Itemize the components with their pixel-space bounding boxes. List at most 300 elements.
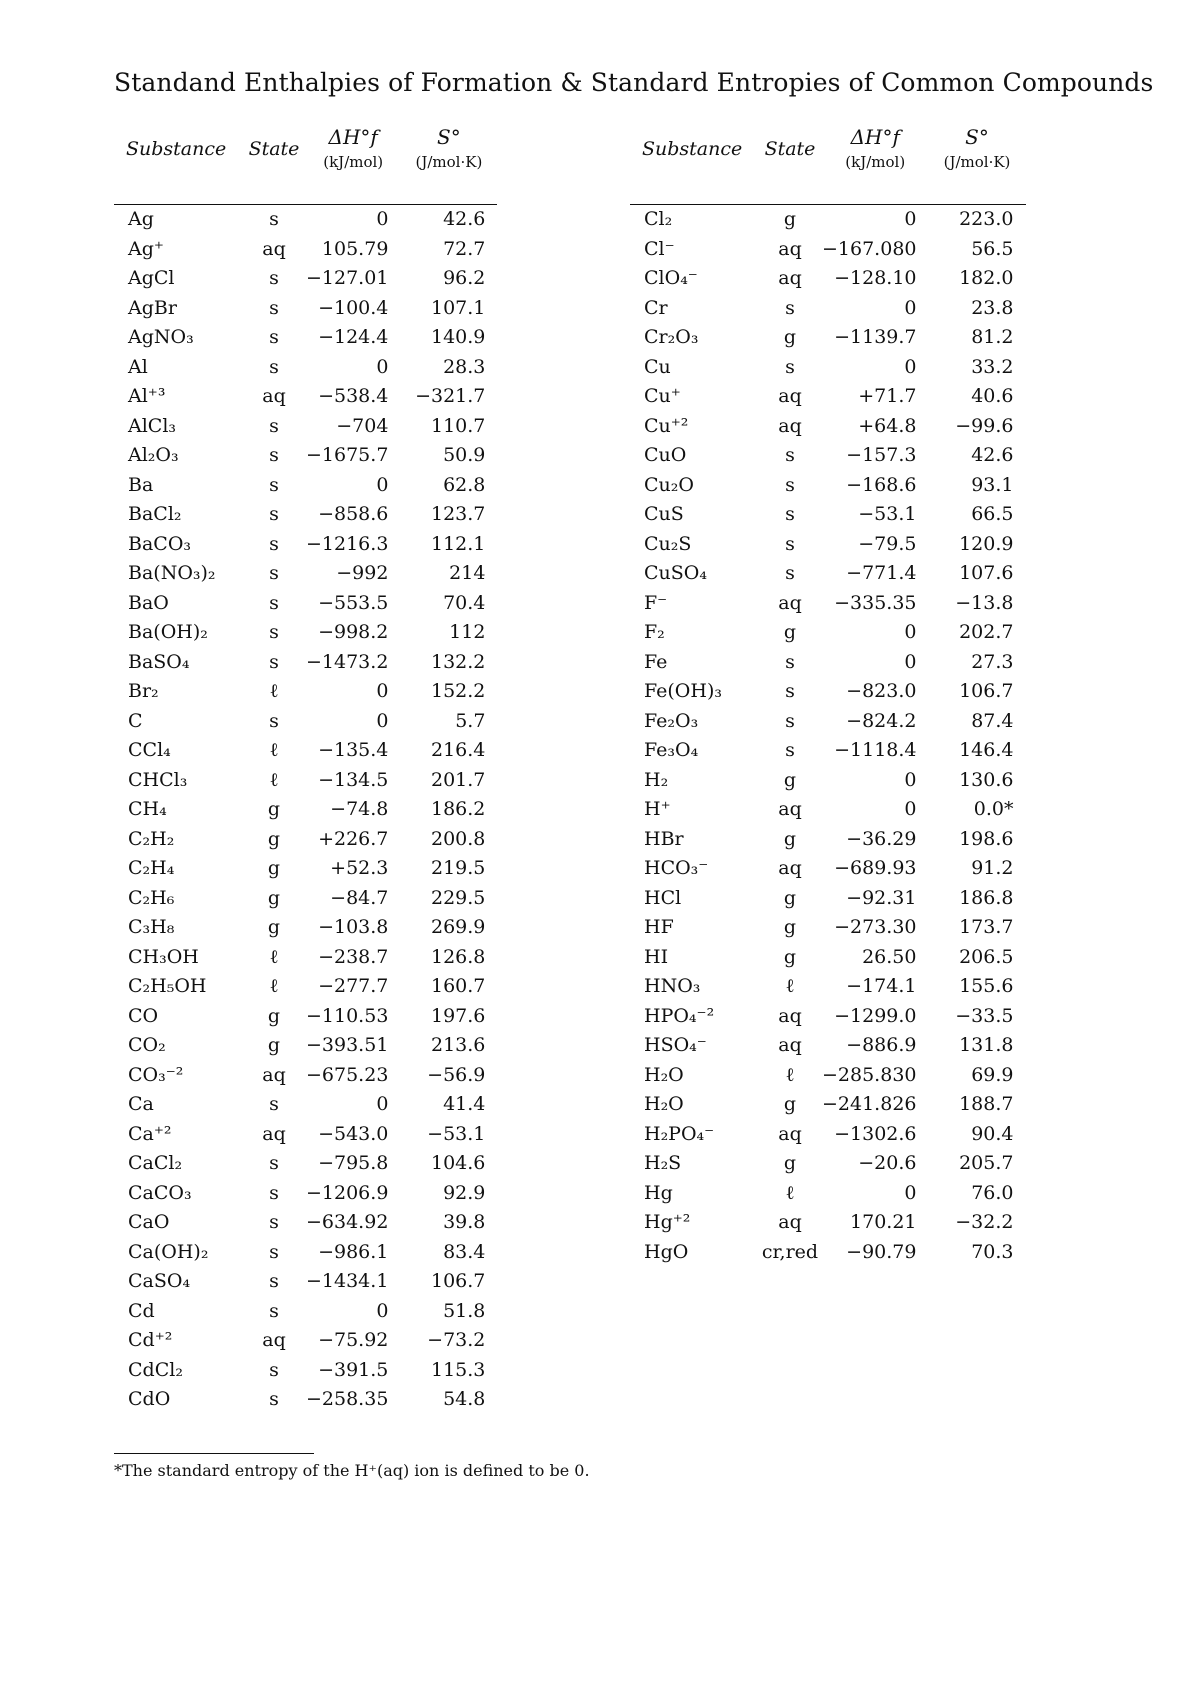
state-cell: s: [269, 1181, 279, 1204]
table-row: [630, 825, 1026, 855]
state-cell: s: [269, 562, 279, 584]
substance-cell: CaCl₂: [128, 1152, 183, 1174]
state-cell: s: [785, 296, 795, 319]
state-cell: aq: [778, 237, 802, 260]
state-cell: s: [269, 473, 279, 496]
state-cell: aq: [778, 1004, 802, 1027]
entropy-cell: −73.2: [427, 1329, 486, 1351]
table-row: [630, 441, 1026, 471]
table-row: [630, 1061, 1026, 1091]
table-row: [630, 707, 1026, 737]
entropy-cell: 202.7: [959, 621, 1014, 643]
entropy-cell: 229.5: [431, 886, 486, 909]
entropy-cell: 76.0: [971, 1181, 1014, 1204]
table-row: [114, 1031, 497, 1061]
enthalpy-cell: −241.826: [822, 1093, 917, 1115]
substance-cell: H₂O: [644, 1093, 684, 1115]
substance-cell: H₂PO₄⁻: [644, 1122, 715, 1145]
substance-cell: Cl⁻: [644, 237, 675, 260]
substance-cell: C₂H₆: [128, 886, 175, 909]
state-cell: aq: [262, 1122, 286, 1145]
table-row: [114, 1002, 497, 1032]
entropy-cell: 160.7: [431, 975, 486, 997]
state-cell: s: [269, 1299, 279, 1322]
substance-cell: Ca⁺²: [128, 1122, 172, 1145]
state-cell: s: [785, 473, 795, 496]
table-row: [630, 766, 1026, 796]
table-row: [630, 1238, 1026, 1268]
table-row: [630, 795, 1026, 825]
state-cell: s: [785, 562, 795, 584]
enthalpy-cell: −704: [336, 414, 389, 437]
entropy-cell: 131.8: [959, 1034, 1014, 1056]
state-cell: ℓ: [785, 975, 795, 997]
enthalpy-cell: 0: [376, 208, 389, 230]
entropy-cell: 39.8: [443, 1211, 486, 1233]
entropy-cell: −32.2: [955, 1211, 1014, 1233]
state-cell: s: [269, 503, 279, 525]
state-cell: g: [267, 798, 281, 820]
state-cell: ℓ: [269, 739, 279, 761]
substance-cell: Fe: [644, 650, 668, 673]
state-cell: s: [269, 532, 279, 555]
state-cell: g: [783, 621, 797, 643]
state-cell: aq: [778, 385, 802, 407]
entropy-cell: 62.8: [443, 473, 486, 496]
enthalpy-cell: 105.79: [321, 237, 389, 260]
enthalpy-cell: −1139.7: [834, 326, 917, 348]
entropy-cell: 146.4: [959, 739, 1014, 761]
entropy-cell: 126.8: [431, 945, 486, 968]
enthalpy-cell: −992: [336, 562, 389, 584]
table-row: [114, 589, 497, 619]
state-cell: aq: [262, 385, 286, 407]
table-body-left: [114, 205, 497, 1415]
entropy-cell: 90.4: [971, 1122, 1014, 1145]
substance-cell: Br₂: [128, 680, 159, 702]
substance-cell: BaCO₃: [128, 532, 192, 555]
entropy-cell: 28.3: [443, 355, 486, 378]
substance-cell: CaCO₃: [128, 1181, 192, 1204]
table-row: [114, 441, 497, 471]
table-row: [630, 589, 1026, 619]
table-row: [630, 235, 1026, 265]
substance-cell: H⁺: [644, 798, 671, 820]
substance-cell: HCO₃⁻: [644, 857, 709, 879]
entropy-cell: 219.5: [431, 857, 486, 879]
table-row: [114, 648, 497, 678]
entropy-cell: 72.7: [443, 237, 486, 260]
entropy-cell: 5.7: [455, 709, 486, 732]
table-row: [114, 382, 497, 412]
enthalpy-cell: −824.2: [846, 709, 917, 732]
table-row: [114, 1120, 497, 1150]
enthalpy-cell: −174.1: [846, 975, 917, 997]
entropy-cell: 182.0: [959, 267, 1014, 289]
enthalpy-cell: 0: [376, 680, 389, 702]
state-cell: g: [783, 208, 797, 230]
enthalpy-cell: −127.01: [306, 267, 389, 289]
state-cell: g: [783, 886, 797, 909]
enthalpy-cell: 0: [376, 709, 389, 732]
enthalpy-cell: 0: [376, 1299, 389, 1322]
enthalpy-cell: −285.830: [822, 1063, 917, 1086]
entropy-cell: 213.6: [431, 1034, 486, 1056]
substance-cell: CdO: [128, 1388, 171, 1410]
enthalpy-cell: 0: [904, 1181, 917, 1204]
enthalpy-cell: −110.53: [306, 1004, 389, 1027]
table-row: [630, 884, 1026, 914]
enthalpy-cell: −998.2: [318, 621, 389, 643]
substance-cell: Ba(OH)₂: [128, 621, 208, 643]
table-row: [630, 1208, 1026, 1238]
entropy-cell: 186.8: [959, 886, 1014, 909]
state-cell: g: [267, 916, 281, 938]
table-row: [630, 1179, 1026, 1209]
entropy-cell: 130.6: [959, 768, 1014, 791]
state-cell: s: [269, 621, 279, 643]
header-entropy: [929, 122, 1026, 205]
state-cell: s: [269, 296, 279, 319]
enthalpy-cell: −538.4: [318, 385, 389, 407]
entropy-cell: 54.8: [443, 1388, 486, 1410]
substance-cell: Al: [128, 355, 148, 378]
enthalpy-cell: −391.5: [318, 1358, 389, 1381]
state-cell: s: [269, 1358, 279, 1381]
enthalpy-cell: −1118.4: [834, 739, 917, 761]
table-row: [114, 795, 497, 825]
table-row: [114, 235, 497, 265]
state-cell: cr,red: [761, 1240, 819, 1263]
state-cell: aq: [262, 237, 286, 260]
substance-cell: CO: [128, 1004, 159, 1027]
state-cell: s: [269, 267, 279, 289]
substance-cell: Ag⁺: [128, 237, 164, 260]
substance-cell: C₃H₈: [128, 916, 175, 938]
substance-cell: HSO₄⁻: [644, 1034, 707, 1056]
table-row: [114, 1267, 497, 1297]
enthalpy-cell: −1216.3: [306, 532, 389, 555]
substance-cell: Cu: [644, 355, 671, 378]
enthalpy-cell: −634.92: [306, 1211, 389, 1233]
state-cell: g: [783, 1093, 797, 1115]
header-enthalpy: [306, 122, 400, 205]
state-cell: s: [269, 208, 279, 230]
state-cell: aq: [778, 798, 802, 820]
entropy-cell: 120.9: [959, 532, 1014, 555]
entropy-cell: 140.9: [431, 326, 486, 348]
entropy-cell: 200.8: [431, 827, 486, 850]
state-cell: s: [269, 1270, 279, 1292]
entropy-cell: 110.7: [431, 414, 486, 437]
header-enthalpy-symbol: ΔH°f: [328, 125, 378, 149]
state-cell: g: [267, 1034, 281, 1056]
enthalpy-cell: 0: [904, 768, 917, 791]
header-entropy-unit: (J/mol·K): [415, 153, 483, 171]
state-cell: ℓ: [269, 680, 279, 702]
state-cell: g: [267, 886, 281, 909]
substance-cell: AgBr: [128, 296, 177, 319]
table-row: [630, 500, 1026, 530]
header-state: State: [758, 122, 822, 205]
substance-cell: H₂S: [644, 1152, 682, 1174]
entropy-cell: 27.3: [971, 650, 1014, 673]
entropy-cell: 50.9: [443, 444, 486, 466]
state-cell: g: [783, 768, 797, 791]
substance-cell: Hg: [644, 1181, 673, 1204]
table-row: [630, 854, 1026, 884]
state-cell: g: [267, 827, 281, 850]
table-row: [114, 1149, 497, 1179]
enthalpy-cell: −20.6: [858, 1152, 917, 1174]
header-state: State: [242, 122, 306, 205]
header-row: [630, 122, 1026, 205]
entropy-cell: −56.9: [427, 1063, 486, 1086]
entropy-cell: 70.3: [971, 1240, 1014, 1263]
state-cell: ℓ: [785, 1181, 795, 1204]
substance-cell: Al⁺³: [128, 385, 166, 407]
enthalpy-cell: −168.6: [846, 473, 917, 496]
table-row: [114, 412, 497, 442]
substance-cell: AlCl₃: [128, 414, 177, 437]
state-cell: s: [269, 591, 279, 614]
table-row: [114, 1356, 497, 1386]
substance-cell: CuS: [644, 503, 684, 525]
entropy-cell: 69.9: [971, 1063, 1014, 1086]
enthalpy-cell: −103.8: [318, 916, 389, 938]
substance-cell: Fe₃O₄: [644, 739, 699, 761]
entropy-cell: 51.8: [443, 1299, 486, 1322]
state-cell: aq: [778, 591, 802, 614]
entropy-cell: 107.6: [959, 562, 1014, 584]
enthalpy-cell: 0: [904, 621, 917, 643]
substance-cell: CO₃⁻²: [128, 1063, 184, 1086]
table-row: [114, 1297, 497, 1327]
table-row: [114, 1090, 497, 1120]
state-cell: ℓ: [269, 768, 279, 791]
header-row: [114, 122, 497, 205]
enthalpy-cell: −258.35: [306, 1388, 389, 1410]
substance-cell: Cr₂O₃: [644, 326, 699, 348]
entropy-cell: 106.7: [959, 680, 1014, 702]
enthalpy-cell: −393.51: [306, 1034, 389, 1056]
entropy-cell: 107.1: [431, 296, 486, 319]
entropy-cell: 112.1: [431, 532, 486, 555]
enthalpy-cell: −1206.9: [306, 1181, 389, 1204]
enthalpy-cell: −675.23: [306, 1063, 389, 1086]
table-row: [630, 1120, 1026, 1150]
substance-cell: CH₄: [128, 798, 167, 820]
table-row: [114, 294, 497, 324]
table-row: [114, 323, 497, 353]
substance-cell: HgO: [644, 1240, 689, 1263]
substance-cell: CaO: [128, 1211, 170, 1233]
substance-cell: F⁻: [644, 591, 668, 614]
enthalpy-cell: 0: [904, 296, 917, 319]
state-cell: ℓ: [269, 975, 279, 997]
entropy-cell: −321.7: [415, 385, 486, 407]
state-cell: s: [785, 650, 795, 673]
substance-cell: HBr: [644, 827, 684, 850]
state-cell: g: [783, 1152, 797, 1174]
table-row: [630, 943, 1026, 973]
entropy-cell: 173.7: [959, 916, 1014, 938]
substance-cell: Ba: [128, 473, 154, 496]
substance-cell: Cu₂S: [644, 532, 692, 555]
substance-cell: Ca: [128, 1093, 154, 1115]
substance-cell: H₂O: [644, 1063, 684, 1086]
substance-cell: HNO₃: [644, 975, 701, 997]
enthalpy-cell: −1434.1: [306, 1270, 389, 1292]
data-table-right: [630, 122, 1026, 1267]
substance-cell: Al₂O₃: [128, 444, 179, 466]
state-cell: s: [269, 355, 279, 378]
table-row: [114, 1179, 497, 1209]
state-cell: s: [785, 709, 795, 732]
entropy-cell: 123.7: [431, 503, 486, 525]
state-cell: g: [783, 916, 797, 938]
entropy-cell: 0.0*: [973, 798, 1014, 820]
state-cell: g: [783, 827, 797, 850]
enthalpy-cell: −277.7: [318, 975, 389, 997]
state-cell: s: [269, 1211, 279, 1233]
table-row: [630, 1031, 1026, 1061]
enthalpy-cell: −886.9: [846, 1034, 917, 1056]
footnote-rule: [114, 1453, 314, 1454]
header-substance: Substance: [114, 122, 242, 205]
entropy-cell: 188.7: [959, 1093, 1014, 1115]
entropy-cell: −13.8: [955, 591, 1014, 614]
header-enthalpy-unit: (kJ/mol): [845, 153, 906, 171]
data-table-left: [114, 122, 497, 1415]
footnote: *The standard entropy of the H⁺(aq) ion is defined to be 0.: [114, 1461, 590, 1480]
state-cell: s: [269, 1093, 279, 1115]
state-cell: g: [783, 945, 797, 968]
substance-cell: Cd: [128, 1299, 155, 1322]
entropy-cell: −33.5: [955, 1004, 1014, 1027]
state-cell: aq: [262, 1063, 286, 1086]
state-cell: s: [269, 709, 279, 732]
header-entropy-symbol: S°: [965, 125, 989, 149]
table-row: [114, 943, 497, 973]
entropy-cell: 41.4: [443, 1093, 486, 1115]
enthalpy-cell: −135.4: [318, 739, 389, 761]
substance-cell: BaSO₄: [128, 650, 190, 673]
table-row: [630, 264, 1026, 294]
enthalpy-cell: −157.3: [846, 444, 917, 466]
entropy-cell: 83.4: [443, 1240, 486, 1263]
table-row: [114, 707, 497, 737]
table-row: [114, 854, 497, 884]
enthalpy-cell: −90.79: [846, 1240, 917, 1263]
entropy-cell: 42.6: [971, 444, 1014, 466]
table-row: [630, 618, 1026, 648]
substance-cell: BaCl₂: [128, 503, 182, 525]
enthalpy-cell: −134.5: [318, 768, 389, 791]
entropy-cell: 197.6: [431, 1004, 486, 1027]
table-row: [114, 884, 497, 914]
substance-cell: Ag: [128, 208, 154, 230]
entropy-cell: 206.5: [959, 945, 1014, 968]
table-row: [114, 559, 497, 589]
substance-cell: CHCl₃: [128, 768, 188, 791]
entropy-cell: 132.2: [431, 650, 486, 673]
table-row: [114, 766, 497, 796]
table-row: [630, 1002, 1026, 1032]
table-row: [114, 264, 497, 294]
enthalpy-cell: −335.35: [834, 591, 917, 614]
enthalpy-cell: −1675.7: [306, 444, 389, 466]
table-row: [114, 825, 497, 855]
substance-cell: C: [128, 709, 143, 732]
state-cell: s: [785, 355, 795, 378]
table-row: [114, 530, 497, 560]
state-cell: aq: [778, 414, 802, 437]
table-row: [114, 972, 497, 1002]
table-row: [114, 1208, 497, 1238]
enthalpy-cell: 0: [904, 355, 917, 378]
table-row: [114, 913, 497, 943]
entropy-cell: 201.7: [431, 768, 486, 791]
substance-cell: H₂: [644, 768, 669, 791]
state-cell: s: [269, 1240, 279, 1263]
enthalpy-cell: −74.8: [330, 798, 389, 820]
enthalpy-cell: −273.30: [834, 916, 917, 938]
substance-cell: BaO: [128, 591, 169, 614]
enthalpy-cell: 0: [376, 1093, 389, 1115]
entropy-cell: 42.6: [443, 208, 486, 230]
table-row: [630, 736, 1026, 766]
substance-cell: C₂H₅OH: [128, 975, 207, 997]
substance-cell: CCl₄: [128, 739, 171, 761]
state-cell: s: [269, 414, 279, 437]
enthalpy-cell: +71.7: [858, 385, 917, 407]
enthalpy-cell: +226.7: [318, 827, 389, 850]
entropy-cell: 56.5: [971, 237, 1014, 260]
state-cell: s: [269, 326, 279, 348]
entropy-cell: 214: [449, 562, 486, 584]
entropy-cell: 112: [449, 621, 486, 643]
enthalpy-cell: −36.29: [846, 827, 917, 850]
page-title: Standand Enthalpies of Formation & Standard Entropies of Common Compounds: [114, 68, 1154, 97]
table-row: [630, 559, 1026, 589]
enthalpy-cell: +52.3: [330, 857, 389, 879]
state-cell: g: [267, 1004, 281, 1027]
enthalpy-cell: −238.7: [318, 945, 389, 968]
entropy-cell: 115.3: [431, 1358, 486, 1381]
table-row: [114, 1385, 497, 1415]
table-row: [114, 471, 497, 501]
entropy-cell: 223.0: [959, 208, 1014, 230]
enthalpy-cell: 0: [376, 355, 389, 378]
substance-cell: Hg⁺²: [644, 1211, 691, 1233]
entropy-cell: 66.5: [971, 503, 1014, 525]
table-row: [630, 412, 1026, 442]
substance-cell: CaSO₄: [128, 1270, 191, 1292]
state-cell: aq: [778, 267, 802, 289]
entropy-cell: 205.7: [959, 1152, 1014, 1174]
entropy-cell: 91.2: [971, 857, 1014, 879]
state-cell: s: [269, 650, 279, 673]
entropy-cell: 106.7: [431, 1270, 486, 1292]
enthalpy-cell: −75.92: [318, 1329, 389, 1351]
table-row: [630, 471, 1026, 501]
table-row: [630, 382, 1026, 412]
state-cell: s: [269, 444, 279, 466]
substance-cell: CuSO₄: [644, 562, 707, 584]
table-row: [114, 205, 497, 235]
entropy-cell: 96.2: [443, 267, 486, 289]
